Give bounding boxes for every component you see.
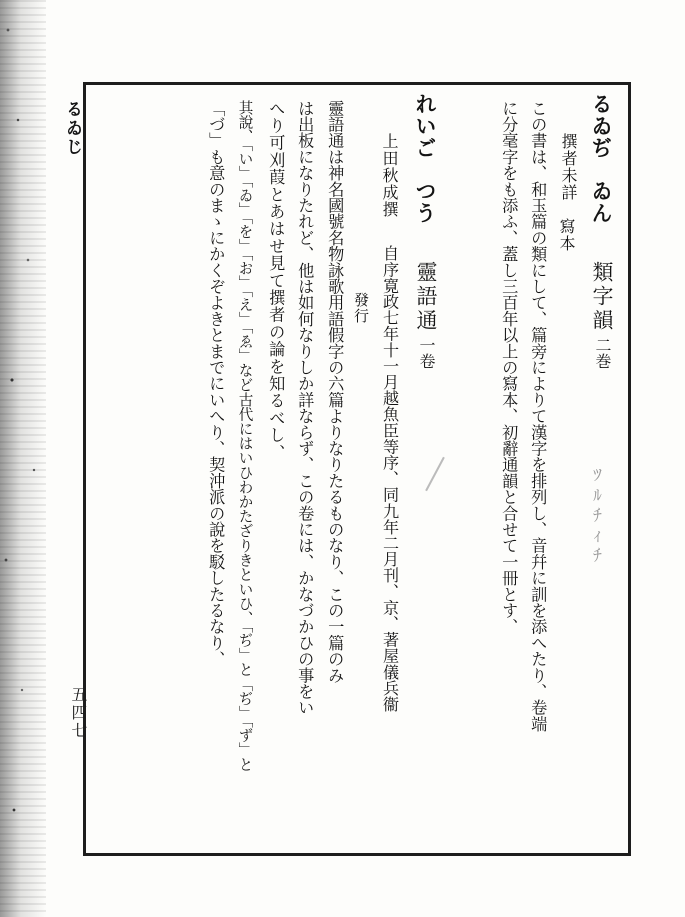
entry-volume-count: 二巻 — [593, 337, 612, 369]
entry-description-line: に分毫字をも添ふ、蓋し三百年以上の寫本、初辭通韻と合せて一冊とす、 — [499, 100, 519, 635]
running-head: るゐじ — [62, 100, 82, 157]
body-text-line: 靈語通は神名國號名物詠歌用語假字の六篇よりなりたるものなり、この一篇のみ — [325, 100, 345, 684]
text-frame — [83, 82, 631, 856]
body-text-line: 「づ」も意のまゝにかくぞよきとまでにいへり、契沖派の說を駁したるなり、 — [206, 100, 226, 667]
body-text-line: は出板になりたれど、他は如何なりしか詳ならず、この卷には、かなづかひの事をい — [295, 100, 315, 716]
entry-author: 上田秋成撰 — [380, 133, 399, 218]
entry-author: 撰者未詳 — [559, 133, 578, 201]
page-number: 五四七 — [69, 686, 88, 740]
body-text-line: 其說、「い」「ゐ」「を」「お」「え」「ゑ」など古代にはいひわかたざりきといひ、「ぢ」と「ぢ」「ず」と — [236, 100, 254, 772]
entry-reading-in: ゐん — [589, 180, 614, 224]
page-edge-shadow — [0, 0, 46, 917]
entry-title-reigotsuu[interactable]: 靈語通 — [414, 261, 438, 333]
entry-reading-ruiji[interactable]: るゐぢ — [589, 93, 614, 159]
entry-reading-reigo[interactable]: れいご — [413, 93, 438, 159]
entry-description-line: この書は、和玉篇の類にして、篇旁によりて漢字を排列し、音幷に訓を添へたり、卷端 — [528, 100, 548, 732]
publication-line: 發行 — [352, 292, 370, 324]
body-text-line: へり可刈葭とあはせ見て撰者の論を知るべし、 — [266, 100, 286, 462]
pencil-annotation: ﾂﾙﾁｨﾁ — [585, 466, 605, 566]
entry-title-ruijiin[interactable]: 類字韻 — [590, 261, 614, 333]
publication-line: 自序寛政七年十一月越魚臣等序、同九年二月刊、京、著屋儀兵衞 — [380, 245, 400, 712]
entry-reading-tsuu: つう — [413, 180, 438, 224]
entry-format: 寫本 — [557, 218, 576, 252]
entry-volume-count: 一卷 — [417, 337, 436, 369]
